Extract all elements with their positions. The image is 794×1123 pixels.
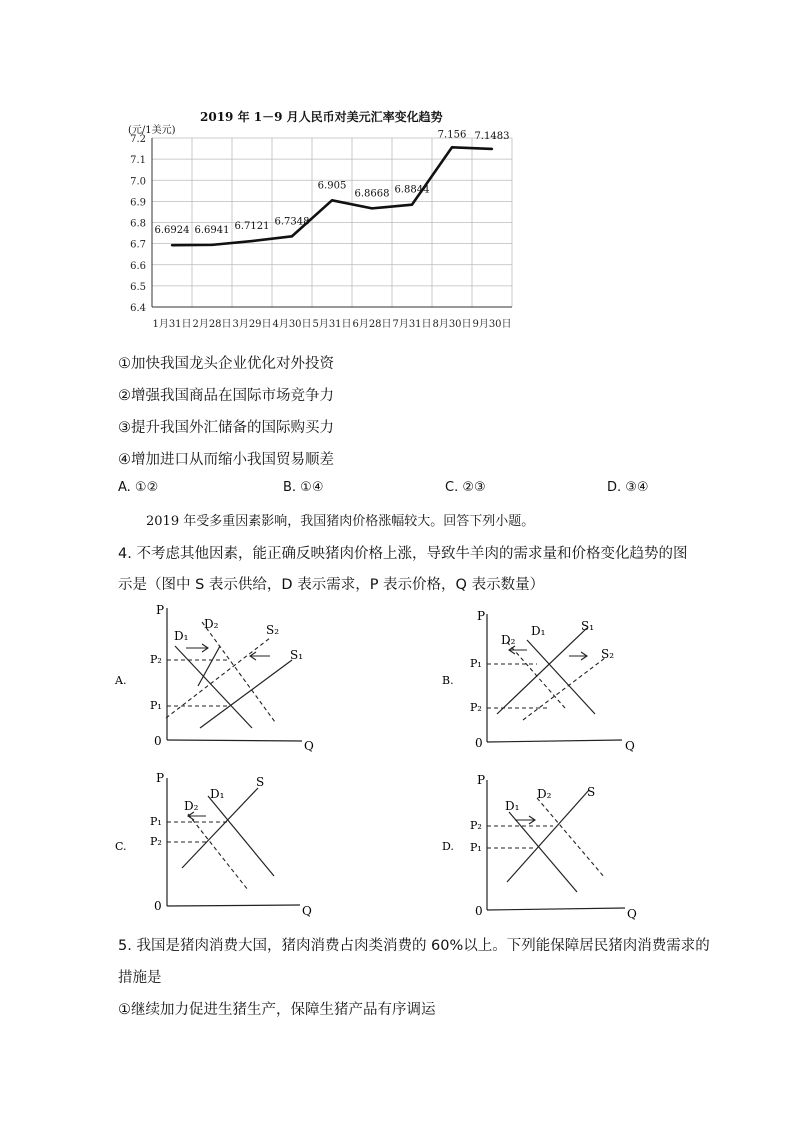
graph-c-p1-label: P₁ [150, 815, 162, 828]
data-point [251, 240, 253, 242]
graph-b-d2-label: D₂ [501, 633, 516, 647]
graph-b-p1-label: P₁ [470, 657, 482, 670]
q3-option-4: ④增加进口从而缩小我国贸易顺差 [118, 452, 334, 468]
graph-a-q-axis [167, 740, 302, 741]
data-label: 6.6924 [154, 225, 190, 237]
data-point [451, 146, 453, 148]
data-point [171, 244, 173, 246]
graph-b-option[interactable]: B. [442, 674, 454, 687]
graph-c-d1-line [208, 796, 274, 876]
graph-b-s1-label: S₁ [581, 619, 595, 633]
graph-d-p2-label: P₂ [470, 819, 482, 832]
graph-d-p-label: P [477, 773, 486, 787]
q5-stem-line1: 5. 我国是猪肉消费大国，猪肉消费占肉类消费的 60%以上。下列能保障居民猪肉消费需求的 [118, 938, 710, 954]
graph-c-d1-label: D₁ [210, 787, 225, 801]
graph-c [110, 768, 325, 928]
y-tick-label: 6.7 [130, 239, 146, 251]
graph-b-p-label: P [477, 609, 486, 623]
graph-a [110, 600, 325, 760]
graph-b-d1-line [527, 640, 595, 714]
data-point [371, 207, 373, 209]
x-tick-label: 4月30日 [272, 319, 312, 330]
q3-option-3: ③提升我国外汇储备的国际购买力 [118, 420, 334, 436]
x-tick-label: 8月30日 [432, 319, 472, 330]
graph-c-p2-label: P₂ [150, 835, 162, 848]
graph-a-d2-line [202, 622, 275, 722]
q3-choice-b[interactable]: B. ①④ [283, 480, 324, 495]
q4-stem-line2: 示是（图中 S 表示供给，D 表示需求，P 表示价格，Q 表示数量） [118, 577, 545, 593]
x-tick-label: 1月31日 [152, 319, 192, 330]
graph-d [437, 768, 652, 928]
exchange-rate-chart [0, 0, 794, 340]
q5-option-1: ①继续加力促进生猪生产，保障生猪产品有序调运 [118, 1002, 436, 1018]
x-tick-label: 9月30日 [472, 319, 512, 330]
data-point [331, 199, 333, 201]
x-tick-label: 3月29日 [232, 319, 272, 330]
graph-a-d2-label: D₂ [204, 617, 219, 631]
graph-a-arrow [198, 646, 220, 686]
q3-option-2: ②增强我国商品在国际市场竞争力 [118, 388, 334, 404]
data-label: 6.7121 [234, 221, 270, 233]
graph-b [437, 600, 652, 760]
y-tick-label: 6.5 [130, 281, 146, 293]
data-label: 6.7348 [274, 216, 310, 228]
graph-a-p2-label: P₂ [150, 653, 162, 666]
graph-d-q-axis [487, 908, 625, 910]
section-intro: 2019 年受多重因素影响，我国猪肉价格涨幅较大。回答下列小题。 [146, 514, 535, 529]
x-tick-label: 2月28日 [192, 319, 232, 330]
graph-c-q-label: Q [302, 904, 312, 918]
graph-c-origin: 0 [154, 899, 162, 913]
q3-choice-c[interactable]: C. ②③ [445, 480, 486, 495]
x-tick-label: 5月31日 [312, 319, 352, 330]
graph-a-option[interactable]: A. [115, 674, 127, 687]
graph-d-s-label: S [587, 785, 596, 799]
graph-a-d1-label: D₁ [174, 629, 189, 643]
graph-b-origin: 0 [475, 736, 483, 750]
q3-choice-a[interactable]: A. ①② [118, 480, 159, 495]
graph-d-p1-label: P₁ [470, 841, 482, 854]
data-point [211, 244, 213, 246]
graph-a-s1-label: S₁ [290, 648, 304, 662]
y-tick-label: 6.4 [130, 303, 146, 314]
graph-b-d2-line [507, 642, 565, 708]
data-label: 7.1483 [474, 130, 510, 142]
graph-d-q-label: Q [627, 907, 637, 921]
data-label: 7.156 [437, 129, 467, 141]
graph-a-s1-line [200, 660, 292, 728]
graph-b-p2-label: P₂ [470, 701, 482, 714]
graph-d-origin: 0 [475, 904, 483, 918]
x-tick-label: 7月31日 [392, 319, 432, 330]
graph-b-q-label: Q [625, 739, 635, 753]
graph-c-d2-label: D₂ [184, 799, 199, 813]
graph-c-p-label: P [156, 771, 165, 785]
graph-b-q-axis [487, 740, 622, 742]
data-label: 6.6941 [194, 224, 230, 236]
q3-choice-d[interactable]: D. ③④ [607, 480, 649, 495]
graph-d-d1-label: D₁ [505, 799, 520, 813]
y-tick-label: 7.1 [130, 155, 146, 167]
y-tick-label: 6.8 [130, 218, 146, 230]
y-tick-label: 7.0 [130, 176, 146, 188]
graph-a-p-label: P [156, 603, 165, 617]
q4-stem-line1: 4. 不考虑其他因素，能正确反映猪肉价格上涨，导致牛羊肉的需求量和价格变化趋势的图 [118, 546, 688, 562]
q5-stem-line2: 措施是 [118, 970, 162, 986]
graph-a-p1-label: P₁ [150, 699, 162, 712]
data-point [491, 148, 493, 150]
data-label: 6.8668 [354, 188, 390, 200]
graph-c-q-axis [167, 905, 300, 906]
graph-a-q-label: Q [304, 739, 314, 753]
y-tick-label: 6.9 [130, 197, 146, 209]
graph-c-s-label: S [256, 775, 265, 789]
y-tick-label: 7.2 [130, 134, 146, 145]
q3-option-1: ①加快我国龙头企业优化对外投资 [118, 356, 334, 372]
data-label: 6.905 [317, 180, 347, 192]
chart-unit: (元/1美元) [128, 125, 176, 136]
data-label: 6.8844 [394, 184, 430, 196]
graph-b-d1-label: D₁ [531, 624, 546, 638]
graph-a-origin: 0 [154, 734, 162, 748]
graph-d-option[interactable]: D. [442, 840, 454, 853]
graph-b-s2-label: S₂ [601, 647, 615, 661]
chart-title: 2019 年 1－9 月人民币对美元汇率变化趋势 [200, 110, 443, 124]
graph-c-option[interactable]: C. [115, 840, 127, 853]
graph-d-d2-label: D₂ [537, 787, 552, 801]
x-tick-label: 6月28日 [352, 319, 392, 330]
data-point [411, 203, 413, 205]
y-tick-label: 6.6 [130, 260, 146, 272]
graph-d-d1-line [509, 812, 577, 892]
data-point [291, 235, 293, 237]
graph-a-s2-label: S₂ [266, 623, 280, 637]
